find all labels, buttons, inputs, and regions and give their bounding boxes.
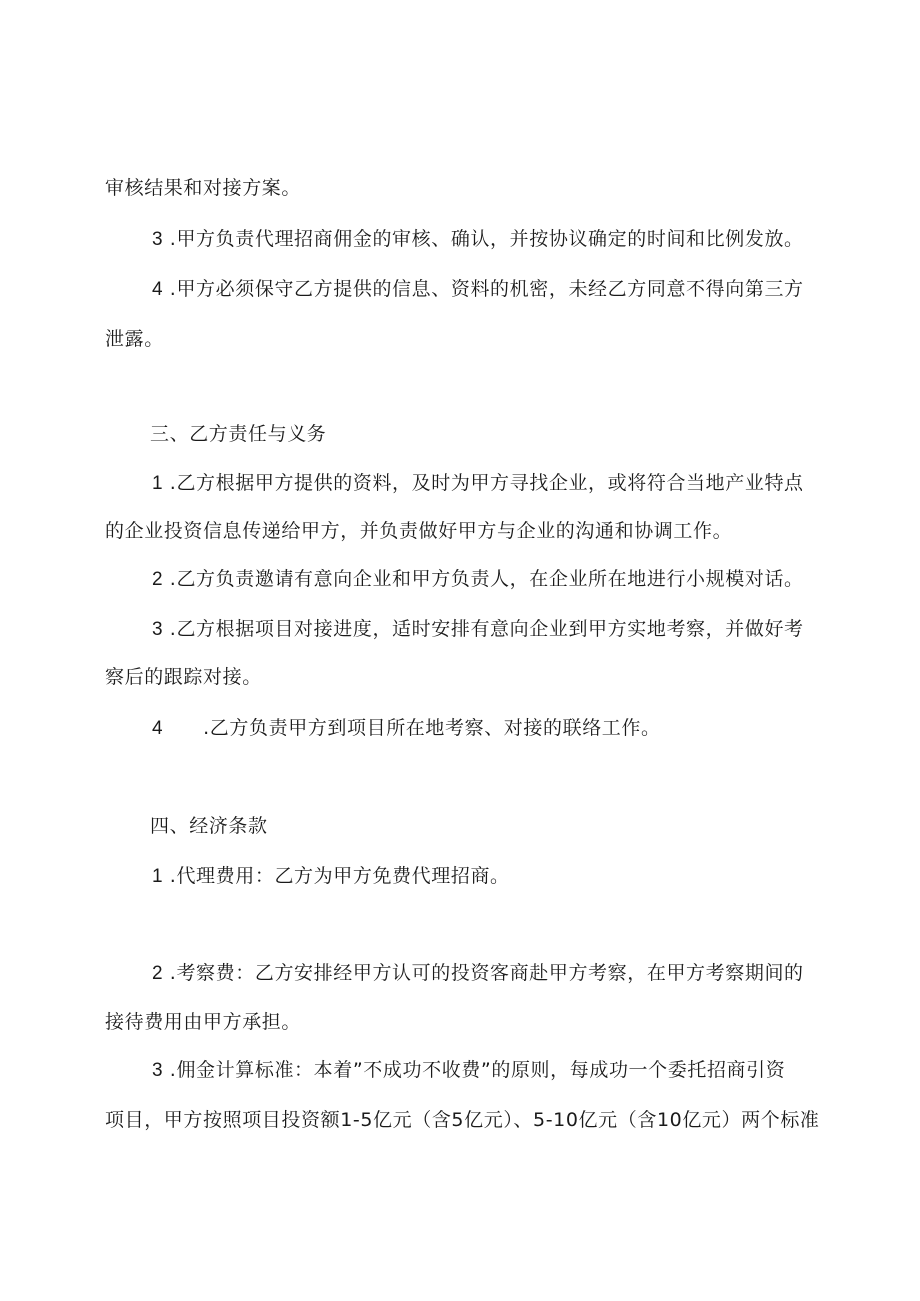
- line-text: 接待费用由甲方承担。: [105, 1011, 302, 1033]
- heading-text: 三、乙方责任与义务: [150, 423, 327, 445]
- section-heading: [150, 814, 268, 838]
- line-text: 的企业投资信息传递给甲方，并负责做好甲方与企业的沟通和协调工作。: [105, 520, 733, 542]
- line-text: 审核结果和对接方案。: [105, 177, 302, 199]
- item-number: 1: [152, 473, 164, 494]
- list-item-line: [152, 227, 804, 252]
- list-item-line: [152, 961, 804, 986]
- item-number: 3: [152, 619, 164, 640]
- paragraph-line: [105, 1010, 301, 1034]
- line-text: .乙方根据项目对接进度，适时安排有意向企业到甲方实地考察，并做好考: [163, 618, 804, 640]
- item-number: 1: [152, 866, 164, 887]
- line-text: .乙方负责邀请有意向企业和甲方负责人，在企业所在地进行小规模对话。: [163, 568, 804, 590]
- list-item-line: [152, 1058, 785, 1083]
- line-text: .佣金计算标准：本着”不成功不收费”的原则，每成功一个委托招商引资: [163, 1059, 786, 1081]
- list-item-line: [152, 471, 804, 496]
- list-item-line: [152, 567, 804, 592]
- line-text: .考察费：乙方安排经甲方认可的投资客商赴甲方考察，在甲方考察期间的: [163, 962, 804, 984]
- paragraph-line: [105, 665, 262, 689]
- paragraph-line: [105, 1108, 820, 1132]
- paragraph-line: [105, 176, 301, 200]
- paragraph-line: [105, 519, 732, 543]
- item-number: 4: [152, 718, 164, 739]
- item-number: 3: [152, 1060, 164, 1081]
- list-item-line: [152, 864, 510, 889]
- item-number: 2: [152, 569, 164, 590]
- section-heading: [150, 422, 326, 446]
- list-item-line: [152, 716, 661, 741]
- line-text: .甲方负责代理招商佣金的审核、确认，并按协议确定的时间和比例发放。: [163, 228, 804, 250]
- line-text: 泄露。: [105, 328, 164, 350]
- line-text: .乙方根据甲方提供的资料，及时为甲方寻找企业，或将符合当地产业特点: [163, 472, 804, 494]
- item-number: 2: [152, 963, 164, 984]
- heading-text: 四、经济条款: [150, 815, 268, 837]
- line-text: 项目，甲方按照项目投资额1-5亿元（含5亿元）、5-10亿元（含10亿元）两个标准: [105, 1109, 820, 1131]
- list-item-line: [152, 617, 804, 642]
- item-number: 3: [152, 229, 164, 250]
- line-text: .乙方负责甲方到项目所在地考察、对接的联络工作。: [203, 717, 661, 739]
- item-number: 4: [152, 279, 164, 300]
- line-text: 察后的跟踪对接。: [105, 666, 262, 688]
- list-item-line: [152, 277, 804, 302]
- line-text: .甲方必须保守乙方提供的信息、资料的机密，未经乙方同意不得向第三方: [163, 278, 804, 300]
- line-text: .代理费用：乙方为甲方免费代理招商。: [163, 865, 510, 887]
- paragraph-line: [105, 327, 164, 351]
